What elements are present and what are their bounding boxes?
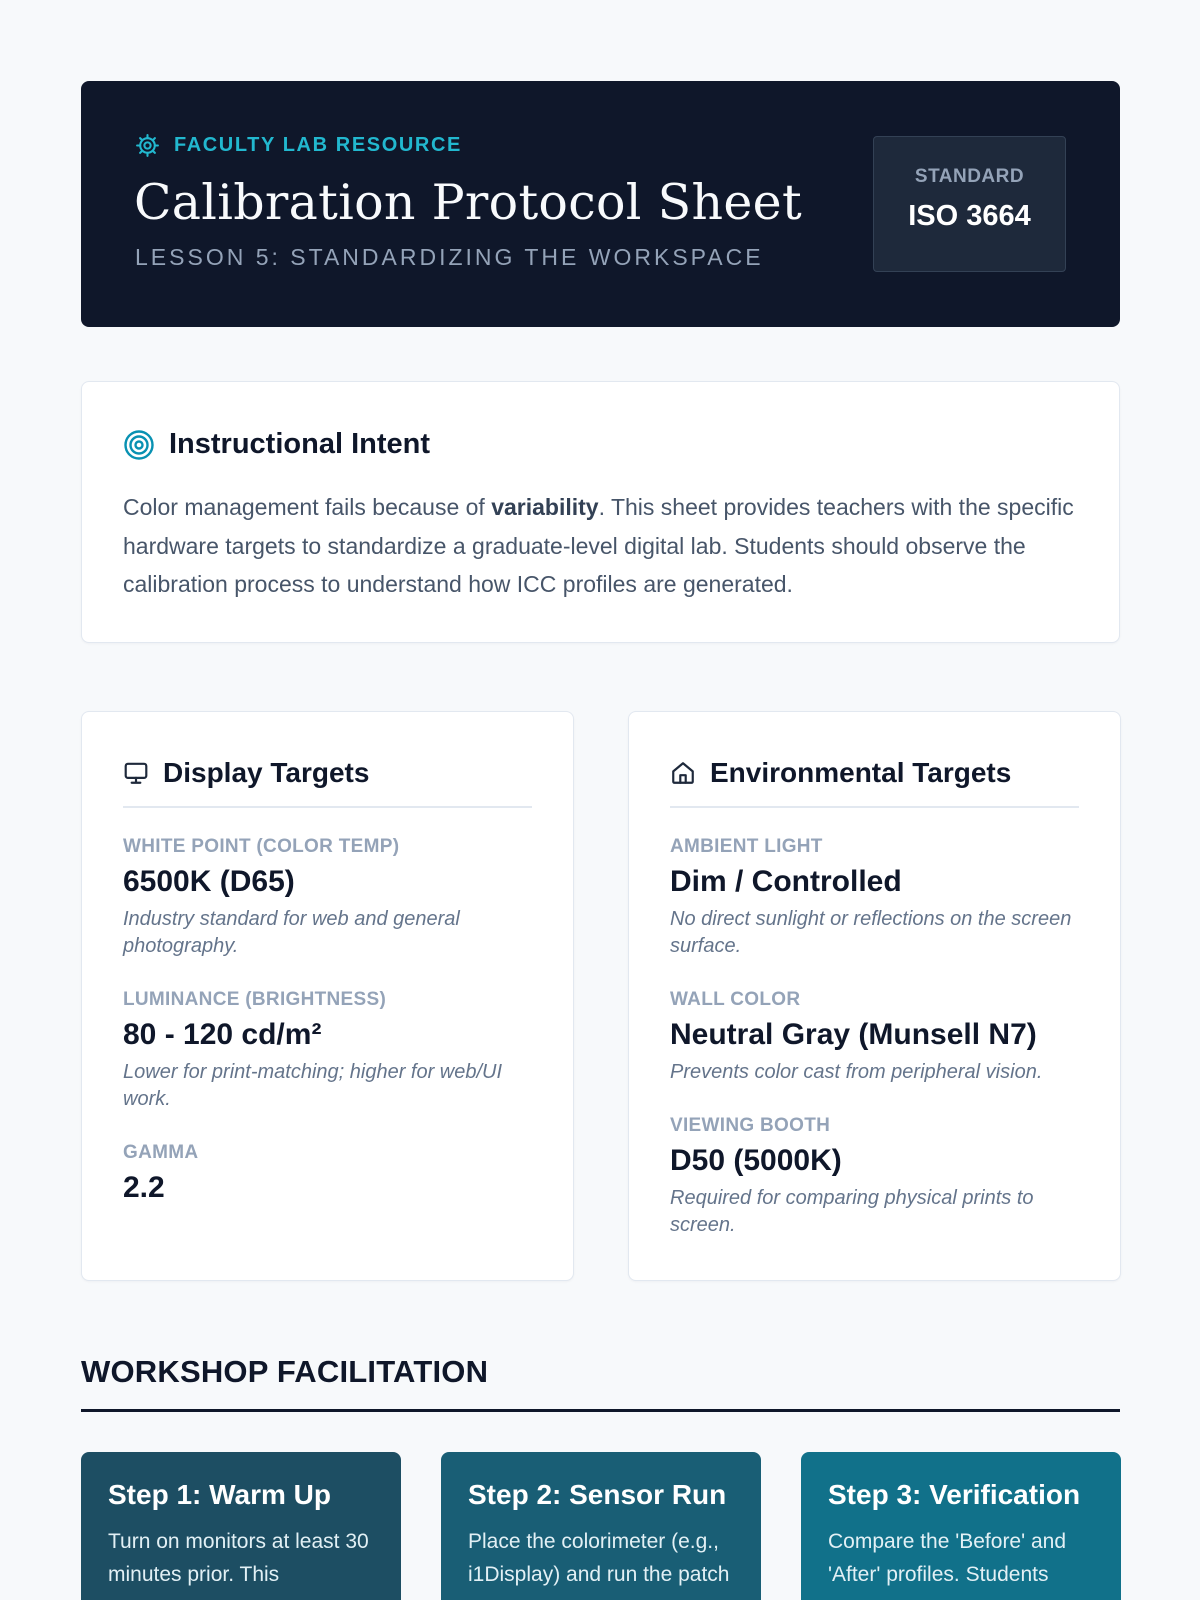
spec-value: Neutral Gray (Munsell N7) bbox=[670, 1018, 1037, 1051]
home-icon bbox=[670, 760, 696, 786]
intent-text-emphasis: variability bbox=[491, 494, 599, 520]
spec-label: WALL COLOR bbox=[670, 989, 801, 1010]
step-text: Compare the 'Before' and 'After' profiles. Students bbox=[828, 1530, 1066, 1586]
section-divider bbox=[81, 1409, 1120, 1412]
spec-label: VIEWING BOOTH bbox=[670, 1115, 831, 1136]
step-text: Place the colorimeter (e.g., i1Display) and run the patch bbox=[468, 1530, 730, 1586]
spec-white-point bbox=[123, 836, 532, 960]
display-targets-title: Display Targets bbox=[163, 757, 370, 788]
header-banner bbox=[81, 81, 1120, 327]
step-title: Step 2: Sensor Run bbox=[468, 1479, 727, 1510]
spec-note: No direct sunlight or reflections on the screen surface. bbox=[670, 908, 1072, 957]
spec-label: LUMINANCE (BRIGHTNESS) bbox=[123, 989, 387, 1010]
workshop-section-title: WORKSHOP FACILITATION bbox=[81, 1354, 489, 1389]
target-icon bbox=[123, 429, 155, 461]
step-title: Step 1: Warm Up bbox=[108, 1479, 331, 1510]
intent-card bbox=[81, 381, 1120, 643]
spec-label: GAMMA bbox=[123, 1142, 199, 1163]
environment-targets-title: Environmental Targets bbox=[710, 757, 1012, 788]
spec-label: WHITE POINT (COLOR TEMP) bbox=[123, 836, 400, 857]
step-title: Step 3: Verification bbox=[828, 1479, 1081, 1510]
spec-note: Industry standard for web and general photography. bbox=[123, 908, 460, 957]
page-subtitle: LESSON 5: STANDARDIZING THE WORKSPACE bbox=[135, 244, 764, 270]
intent-text-start: Color management fails because of bbox=[123, 494, 492, 520]
standard-label: STANDARD bbox=[914, 166, 1025, 187]
spec-value: 6500K (D65) bbox=[123, 865, 295, 898]
standard-value: ISO 3664 bbox=[908, 200, 1031, 232]
display-targets-header bbox=[123, 757, 532, 808]
spec-luminance bbox=[123, 989, 532, 1113]
monitor-icon bbox=[123, 760, 149, 786]
spec-label: AMBIENT LIGHT bbox=[670, 836, 823, 857]
eyebrow bbox=[135, 133, 462, 158]
gear-icon bbox=[135, 133, 160, 158]
environment-targets-card bbox=[628, 711, 1121, 1281]
spec-note: Required for comparing physical prints to screen. bbox=[670, 1187, 1034, 1236]
step-card-3 bbox=[801, 1452, 1121, 1600]
environment-targets-header bbox=[670, 757, 1079, 808]
spec-viewing-booth bbox=[670, 1115, 1079, 1239]
intent-text-end: . This sheet provides teachers with the specific hardware targets to standardize a graduate-level digital lab. Students should observe the calibration process to understand how ICC profiles are generated. bbox=[123, 494, 1074, 597]
spec-gamma bbox=[123, 1142, 532, 1205]
intent-title: Instructional Intent bbox=[169, 428, 430, 460]
spec-wall-color bbox=[670, 989, 1079, 1086]
spec-value: 2.2 bbox=[123, 1171, 165, 1204]
intent-header bbox=[123, 428, 430, 461]
step-card-2 bbox=[441, 1452, 761, 1600]
spec-value: 80 - 120 cd/m² bbox=[123, 1018, 322, 1051]
spec-value: Dim / Controlled bbox=[670, 865, 902, 898]
standard-badge bbox=[873, 136, 1066, 272]
step-card-1 bbox=[81, 1452, 401, 1600]
eyebrow-label: FACULTY LAB RESOURCE bbox=[174, 134, 462, 156]
spec-ambient-light bbox=[670, 836, 1079, 960]
intent-text bbox=[123, 488, 1083, 604]
step-text: Turn on monitors at least 30 minutes prior. This bbox=[108, 1530, 369, 1586]
page-title: Calibration Protocol Sheet bbox=[134, 174, 802, 231]
spec-note: Prevents color cast from peripheral vision. bbox=[670, 1061, 1043, 1083]
display-targets-card bbox=[81, 711, 574, 1281]
spec-note: Lower for print-matching; higher for web/UI work. bbox=[123, 1061, 503, 1110]
spec-value: D50 (5000K) bbox=[670, 1144, 842, 1177]
